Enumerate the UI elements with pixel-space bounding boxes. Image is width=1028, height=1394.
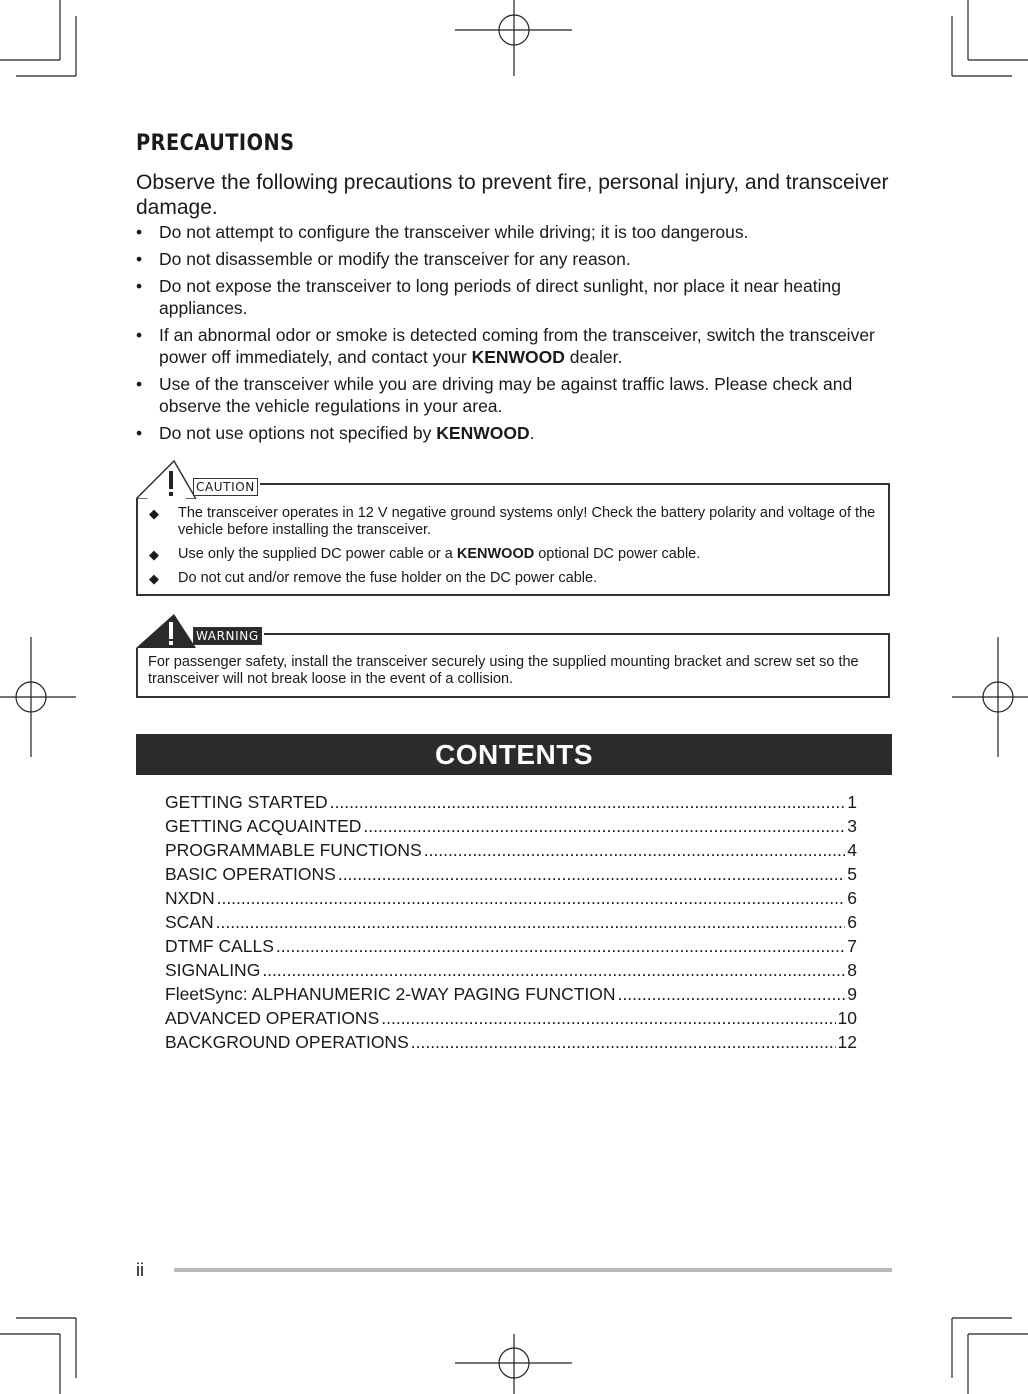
toc-entry[interactable]: ADVANCED OPERATIONS ..... 10 <box>165 1006 857 1030</box>
list-item: • Do not expose the transceiver to long periods of direct sunlight, nor place it near heating appliances. <box>136 276 841 318</box>
warning-label <box>136 612 264 648</box>
list-item: • Do not attempt to configure the transceiver while driving; it is too dangerous. <box>136 222 749 242</box>
table-of-contents <box>165 790 857 1054</box>
caution-tag: CAUTION <box>193 478 258 496</box>
bullet: • <box>136 325 143 345</box>
bullet: • <box>136 249 143 269</box>
toc-entry[interactable]: BASIC OPERATIONS ..... 5 <box>165 862 857 886</box>
list-item: ◆ Do not cut and/or remove the fuse holder on the DC power cable. <box>149 570 598 586</box>
brand-name: KENWOOD <box>456 546 535 562</box>
list-item: ◆ Use only the supplied DC power cable or a KENWOOD optional DC power cable. <box>149 546 701 562</box>
brand-name: KENWOOD <box>471 347 565 367</box>
list-item: • If an abnormal odor or smoke is detected coming from the transceiver, switch the transceiver power off immediately, and contact your KENWOOD dealer. <box>136 325 875 367</box>
list-item: ◆ The transceiver operates in 12 V negative ground systems only! Check the battery polarity and voltage of the vehicle before installing the transceiver. <box>149 505 876 538</box>
page-number: ii <box>136 1260 144 1280</box>
bullet: • <box>136 222 143 242</box>
toc-entry[interactable]: GETTING ACQUAINTED ..... 3 <box>165 814 857 838</box>
bullet: • <box>136 423 143 443</box>
toc-entry[interactable]: BACKGROUND OPERATIONS ..... 12 <box>165 1030 857 1054</box>
warning-tag: WARNING <box>193 627 262 645</box>
toc-entry[interactable]: PROGRAMMABLE FUNCTIONS ..... 4 <box>165 838 857 862</box>
warning-triangle-icon <box>136 612 196 648</box>
intro-paragraph: Observe the following precautions to prevent fire, personal injury, and transceiver damage. <box>136 171 889 219</box>
toc-entry[interactable]: GETTING STARTED ..... 1 <box>165 790 857 814</box>
toc-entry[interactable]: SIGNALING ..... 8 <box>165 958 857 982</box>
contents-header: CONTENTS <box>136 734 892 775</box>
warning-text: For passenger safety, install the transceiver securely using the supplied mounting bracket and screw set so the transceiver will not break loose in the event of a collision. <box>148 654 859 687</box>
bullet: • <box>136 374 143 394</box>
precautions-list <box>136 221 892 449</box>
toc-entry[interactable]: DTMF CALLS ..... 7 <box>165 934 857 958</box>
toc-entry[interactable]: SCAN ..... 6 <box>165 910 857 934</box>
list-item: • Do not use options not specified by KENWOOD. <box>136 423 535 443</box>
section-heading: PRECAUTIONS <box>136 131 295 156</box>
list-item: • Use of the transceiver while you are driving may be against traffic laws. Please check and observe the vehicle regulations in your area. <box>136 374 853 416</box>
caution-box <box>136 483 890 596</box>
brand-name: KENWOOD <box>436 423 530 443</box>
diamond-bullet: ◆ <box>149 547 159 562</box>
caution-triangle-icon <box>136 459 196 499</box>
bullet: • <box>136 276 143 296</box>
toc-entry[interactable]: FleetSync: ALPHANUMERIC 2-WAY PAGING FUNCTION ..... 9 <box>165 982 857 1006</box>
list-item: • Do not disassemble or modify the transceiver for any reason. <box>136 249 631 269</box>
toc-entry[interactable]: NXDN ..... 6 <box>165 886 857 910</box>
diamond-bullet: ◆ <box>149 506 159 521</box>
footer-rule <box>174 1268 892 1272</box>
caution-list <box>148 505 880 594</box>
caution-label <box>136 459 260 499</box>
diamond-bullet: ◆ <box>149 571 159 586</box>
